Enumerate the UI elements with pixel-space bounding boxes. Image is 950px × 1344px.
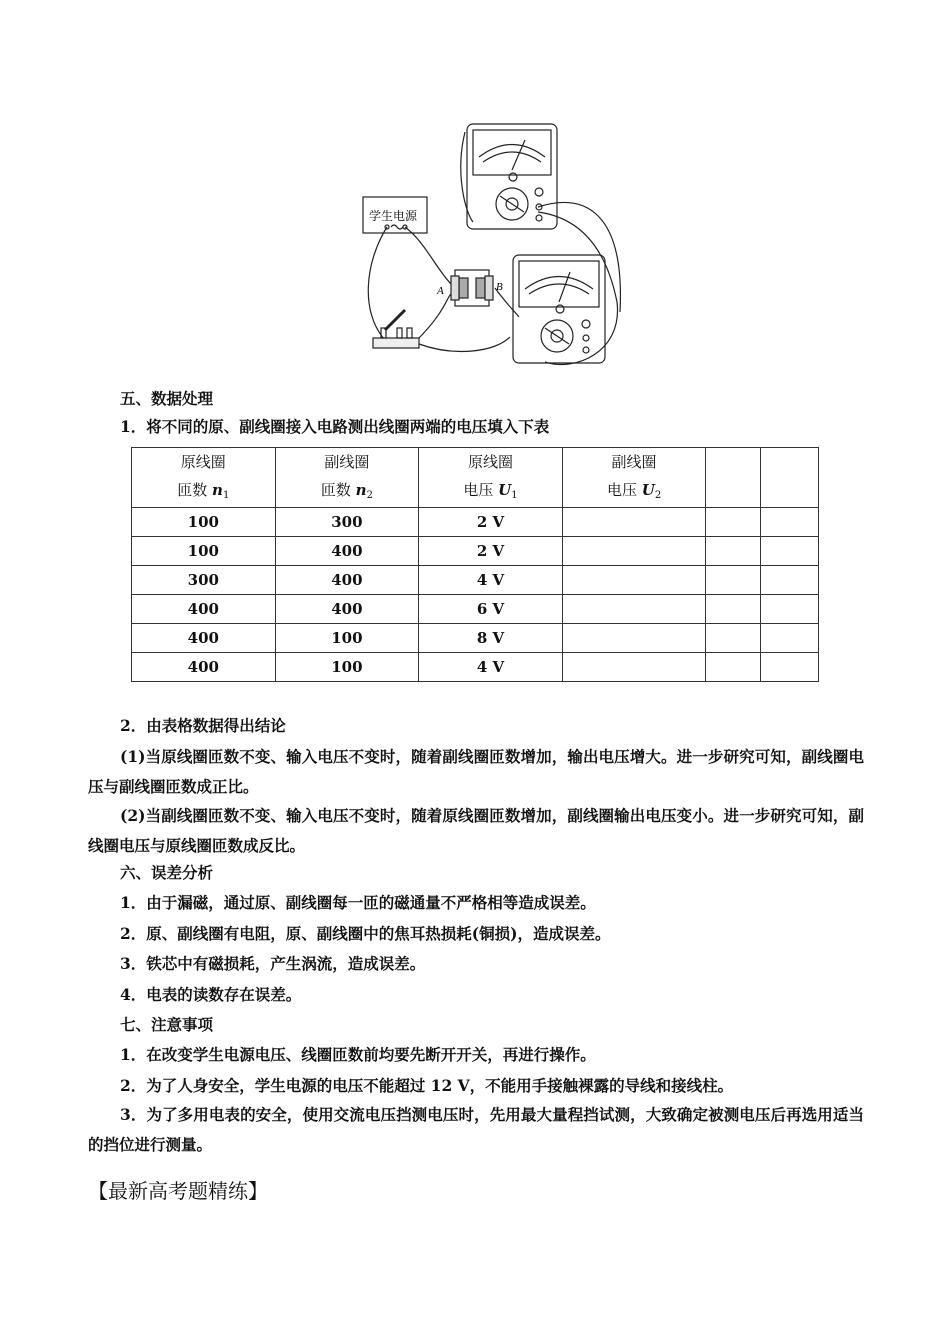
table-cell: 100 bbox=[132, 508, 276, 537]
header-cell: 副线圈 匝数 $n_2$ bbox=[275, 448, 419, 508]
wire-power-to-a bbox=[405, 227, 451, 284]
table-row bbox=[132, 624, 819, 653]
table-cell bbox=[706, 624, 761, 653]
table-cell bbox=[706, 653, 761, 682]
table-cell: 400 bbox=[275, 595, 419, 624]
section7-title: 七、注意事项 bbox=[120, 1015, 214, 1034]
point-b-label: B bbox=[496, 281, 503, 293]
section6-item: 2．原、副线圈有电阻，原、副线圈中的焦耳热损耗(铜损)，造成误差。 bbox=[120, 924, 611, 943]
point-a-label: A bbox=[437, 285, 444, 297]
table-cell: 400 bbox=[132, 624, 276, 653]
table-cell: 400 bbox=[275, 537, 419, 566]
table-cell bbox=[761, 595, 819, 624]
section7-item: 3．为了多用电表的安全，使用交流电压挡测电压时，先用最大量程挡试测，大致确定被测电压后再选用适当的挡位进行测量。 bbox=[88, 1105, 864, 1154]
section7-item: 1．在改变学生电源电压、线圈匝数前均要先断开开关，再进行操作。 bbox=[120, 1045, 596, 1064]
table-cell bbox=[562, 537, 706, 566]
table-cell bbox=[761, 508, 819, 537]
table-cell: 4 V bbox=[419, 653, 563, 682]
table-cell bbox=[761, 624, 819, 653]
table-cell bbox=[706, 566, 761, 595]
table-cell bbox=[562, 566, 706, 595]
conclusion-paragraph-1: (1)当原线圈匝数不变、输入电压不变时，随着副线圈匝数增加，输出电压增大。进一步研究可知，副线圈电压与副线圈匝数成正比。 bbox=[88, 747, 864, 796]
header-cell-empty bbox=[761, 448, 819, 508]
table-cell: 300 bbox=[132, 566, 276, 595]
conclusion-heading: 2．由表格数据得出结论 bbox=[120, 716, 286, 735]
power-label: 学生电源 bbox=[369, 209, 418, 223]
table-cell bbox=[706, 537, 761, 566]
table-cell bbox=[761, 537, 819, 566]
table-header-row bbox=[132, 448, 819, 508]
table-cell bbox=[761, 566, 819, 595]
section5-title: 五、数据处理 bbox=[120, 389, 214, 408]
table-cell: 100 bbox=[132, 537, 276, 566]
table-cell: 4 V bbox=[419, 566, 563, 595]
section7-item: 2．为了人身安全，学生电源的电压不能超过 12 V，不能用手接触裸露的导线和接线柱。 bbox=[120, 1076, 734, 1095]
table-row bbox=[132, 595, 819, 624]
circuit-figure bbox=[355, 112, 625, 377]
knife-switch bbox=[373, 338, 419, 348]
table-cell: 400 bbox=[275, 566, 419, 595]
data-table bbox=[131, 447, 819, 682]
table-row bbox=[132, 508, 819, 537]
lower-meter-body bbox=[513, 255, 605, 363]
table-cell: 8 V bbox=[419, 624, 563, 653]
table-cell bbox=[562, 624, 706, 653]
section6-item: 4．电表的读数存在误差。 bbox=[120, 985, 302, 1004]
table-cell: 100 bbox=[275, 624, 419, 653]
table-cell: 400 bbox=[132, 595, 276, 624]
section5-item1: 1．将不同的原、副线圈接入电路测出线圈两端的电压填入下表 bbox=[120, 417, 550, 436]
table-row bbox=[132, 653, 819, 682]
table-cell bbox=[562, 595, 706, 624]
table-cell: 2 V bbox=[419, 508, 563, 537]
circuit-diagram bbox=[355, 112, 625, 377]
section6-item: 1．由于漏磁，通过原、副线圈每一匝的磁通量不严格相等造成误差。 bbox=[120, 893, 596, 912]
header-cell-empty bbox=[706, 448, 761, 508]
header-cell: 原线圈 电压 $U_1$ bbox=[419, 448, 563, 508]
table-cell bbox=[706, 595, 761, 624]
table-cell: 400 bbox=[132, 653, 276, 682]
table-row bbox=[132, 537, 819, 566]
table-cell bbox=[562, 653, 706, 682]
table-row bbox=[132, 566, 819, 595]
conclusion-paragraph-2: (2)当副线圈匝数不变、输入电压不变时，随着原线圈匝数增加，副线圈输出电压变小。进一步研究可知，副线圈电压与原线圈匝数成反比。 bbox=[88, 806, 864, 855]
table-cell bbox=[562, 508, 706, 537]
table-cell: 100 bbox=[275, 653, 419, 682]
header-cell: 原线圈 匝数 $n_1$ bbox=[132, 448, 276, 508]
header-cell: 副线圈 电压 $U_2$ bbox=[562, 448, 706, 508]
latest-exam-heading: 【最新高考题精练】 bbox=[88, 1179, 268, 1203]
section6-item: 3．铁芯中有磁损耗，产生涡流，造成误差。 bbox=[120, 954, 426, 973]
wire-left bbox=[368, 227, 387, 340]
table-cell: 2 V bbox=[419, 537, 563, 566]
table-cell bbox=[761, 653, 819, 682]
table-cell bbox=[706, 508, 761, 537]
wire-switch-to-meter bbox=[419, 337, 510, 351]
table-cell: 300 bbox=[275, 508, 419, 537]
table-cell: 6 V bbox=[419, 595, 563, 624]
section6-title: 六、误差分析 bbox=[120, 863, 214, 882]
